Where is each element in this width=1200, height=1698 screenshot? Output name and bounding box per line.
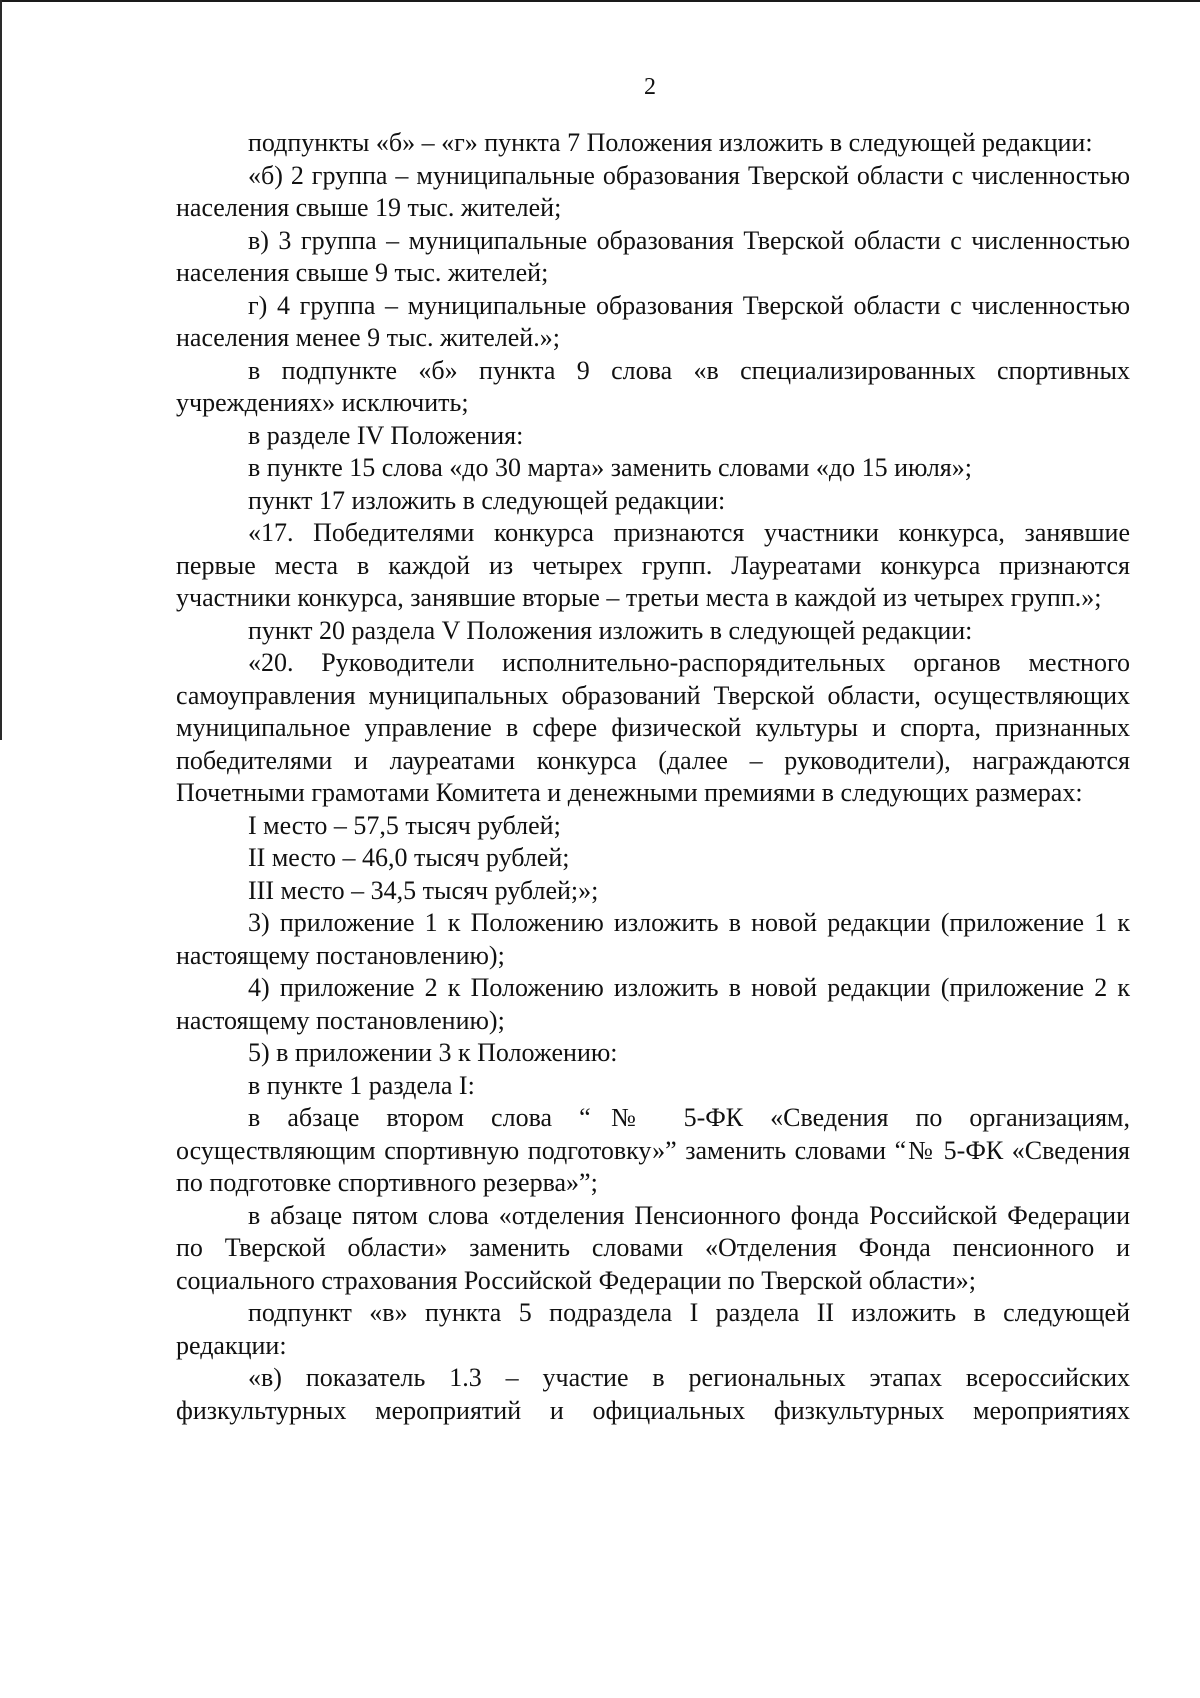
- paragraph: пункт 20 раздела V Положения изложить в следующей редакции:: [248, 615, 973, 645]
- scan-left-edge: [0, 0, 2, 740]
- paragraph: «17. Победителями конкурса признаются участники конкурса, занявшие первые места в каждой из четырех групп. Лауреатами конкурса признаются участники конкурса, занявшие вторые – третьи места в каждой из четырех групп.»;: [176, 518, 1130, 612]
- paragraph: пункт 17 изложить в следующей редакции:: [248, 485, 726, 515]
- paragraph: «б) 2 группа – муниципальные образования Тверской области с численностью населения свыше 19 тыс. жителей;: [176, 160, 1130, 222]
- document-body: [176, 127, 1130, 1427]
- paragraph: подпункт «в» пункта 5 подраздела I раздела II изложить в следующей редакции:: [176, 1298, 1130, 1360]
- paragraph: в пункте 1 раздела I:: [248, 1070, 475, 1100]
- paragraph: в подпункте «б» пункта 9 слова «в специализированных спортивных учреждениях» исключить;: [176, 355, 1130, 417]
- paragraph: г) 4 группа – муниципальные образования Тверской области с численностью населения менее 9 тыс. жителей.»;: [176, 290, 1130, 352]
- paragraph: в абзаце пятом слова «отделения Пенсионного фонда Российской Федерации по Тверской области» заменить словами «Отделения Фонда пенсионного и социального страхования Российской Федерации по Тверской области»;: [176, 1200, 1130, 1295]
- paragraph: в пункте 15 слова «до 30 марта» заменить словами «до 15 июля»;: [248, 453, 972, 482]
- scan-top-edge: [0, 0, 1200, 2]
- paragraph: I место – 57,5 тысяч рублей;: [248, 810, 561, 840]
- paragraph: в разделе IV Положения:: [248, 420, 524, 450]
- page-number: 2: [644, 74, 656, 100]
- paragraph: II место – 46,0 тысяч рублей;: [248, 843, 570, 872]
- paragraph: 5) в приложении 3 к Положению:: [248, 1038, 618, 1067]
- paragraph: 3) приложение 1 к Положению изложить в новой редакции (приложение 1 к настоящему постановлению);: [176, 908, 1130, 970]
- paragraph: в) 3 группа – муниципальные образования Тверской области с численностью населения свыше 9 тыс. жителей;: [176, 225, 1130, 287]
- paragraph: III место – 34,5 тысяч рублей;»;: [248, 875, 599, 905]
- paragraph: «в) показатель 1.3 – участие в региональных этапах всероссийских физкультурных мероприятий и официальных физкультурных мероприятиях: [176, 1363, 1130, 1425]
- paragraph: подпункты «б» – «г» пункта 7 Положения изложить в следующей редакции:: [248, 128, 1093, 157]
- paragraph: 4) приложение 2 к Положению изложить в новой редакции (приложение 2 к настоящему постановлению);: [176, 973, 1130, 1035]
- paragraph: в абзаце втором слова “№ 5-ФК «Сведения по организациям, осуществляющим спортивную подготовку»” заменить словами “№ 5-ФК «Сведения по подготовке спортивного резерва»”;: [176, 1103, 1130, 1197]
- paragraph: «20. Руководители исполнительно-распорядительных органов местного самоуправления муниципальных образований Тверской области, осуществляющих муниципальное управление в сфере физической культуры и спорта, признанных победителями и лауреатами конкурса (далее – руководители), награждаются Почетными грамотами Комитета и денежными премиями в следующих размерах:: [176, 648, 1130, 807]
